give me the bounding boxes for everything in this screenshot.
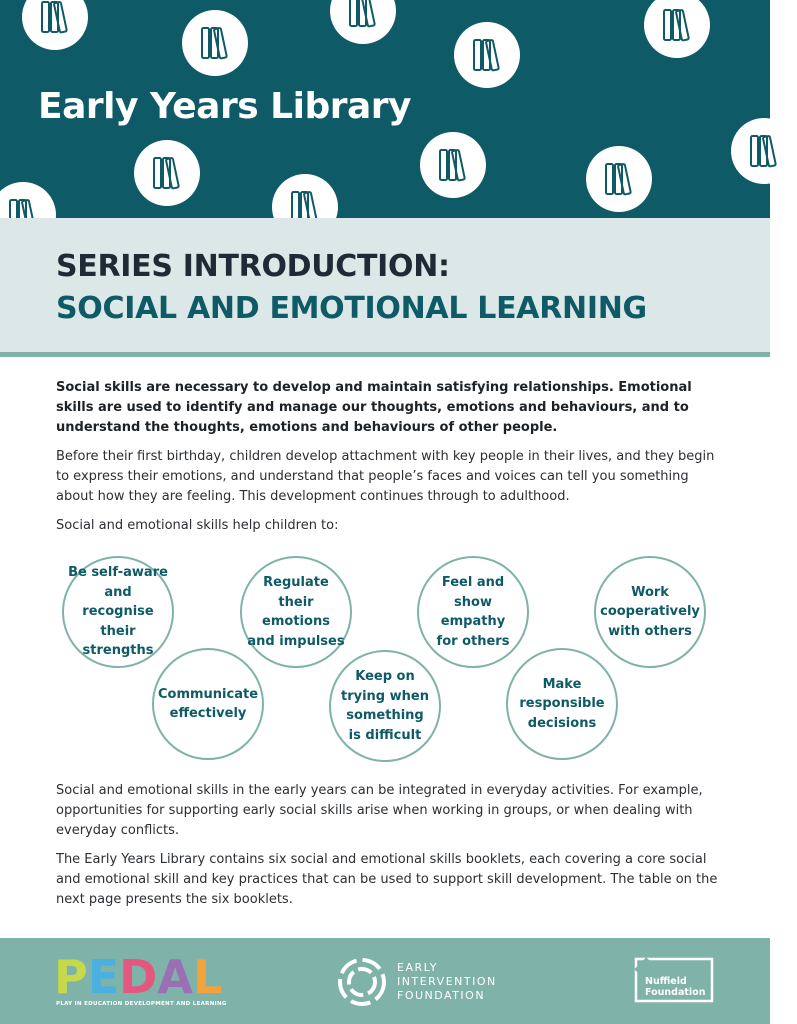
nuffield-line: Foundation — [645, 987, 706, 998]
series-intro-band — [0, 218, 770, 354]
page-title: Early Years Library — [38, 86, 411, 127]
nuffield-wordmark — [645, 976, 705, 998]
pedal-logo — [54, 950, 223, 1004]
skill-circle-decisions: Make responsible decisions — [506, 648, 618, 760]
series-subheading: SOCIAL AND EMOTIONAL LEARNING — [56, 291, 647, 326]
eif-line: INTERVENTION — [397, 975, 497, 988]
eif-line: EARLY — [397, 961, 439, 974]
body-paragraph: Before their first birthday, children develop attachment with key people in their lives, and they begin to express their emotions, and understand that people’s faces and voices can tell you something about how they are feeling. This development continues through to adulthood. — [56, 449, 715, 504]
pedal-letter: E — [87, 950, 120, 1004]
nuffield-line: Nuffield — [645, 976, 687, 987]
pedal-caption: PLAY IN EDUCATION DEVELOPMENT AND LEARNING — [56, 1001, 227, 1007]
skill-circle-empathy: Feel and show empathy for others — [417, 556, 529, 668]
pedal-letter: A — [157, 950, 193, 1004]
eif-wordmark — [397, 961, 497, 1003]
skill-circle-self-aware: Be self-aware and recognise their strengths — [62, 556, 174, 668]
body-paragraph: Social and emotional skills help children to: — [56, 518, 339, 533]
pedal-letter: L — [192, 950, 223, 1004]
lead-paragraph: Social skills are necessary to develop and maintain satisfying relationships. Emotional skills are used to identify and manage our thoughts, emotions and behaviours, and to understand the thoughts, emotions and behaviours of other people. — [56, 380, 692, 435]
divider — [0, 352, 770, 357]
body-paragraph: The Early Years Library contains six social and emotional skills booklets, each covering a core social and emotional skill and key practices that can be used to support skill development. The table on the next page presents the six booklets. — [56, 852, 718, 907]
book-stack-icon — [134, 140, 200, 206]
book-stack-icon — [644, 0, 710, 58]
book-stack-icon — [420, 132, 486, 198]
series-heading: SERIES INTRODUCTION: — [56, 249, 450, 284]
book-stack-icon — [586, 146, 652, 212]
skill-circle-cooperate: Work cooperatively with others — [594, 556, 706, 668]
eif-logo-icon — [338, 958, 386, 1006]
pedal-letter: D — [119, 950, 158, 1004]
body-paragraph: Social and emotional skills in the early years can be integrated in everyday activities. For example, opportunities for supporting early social skills arise when working in groups, or when dealing with everyday conflicts. — [56, 783, 703, 838]
pedal-letters — [54, 950, 222, 1004]
eif-line: FOUNDATION — [397, 989, 486, 1002]
pedal-letter: P — [54, 950, 88, 1004]
book-stack-icon — [330, 0, 396, 44]
book-stack-icon — [454, 22, 520, 88]
skill-circle-communicate: Communicate effectively — [152, 648, 264, 760]
header-banner — [0, 0, 770, 218]
skill-circle-persevere: Keep on trying when something is difficult — [329, 650, 441, 762]
book-stack-icon — [731, 118, 797, 184]
book-stack-icon — [22, 0, 88, 50]
skill-circle-regulate: Regulate their emotions and impulses — [240, 556, 352, 668]
book-stack-icon — [182, 10, 248, 76]
